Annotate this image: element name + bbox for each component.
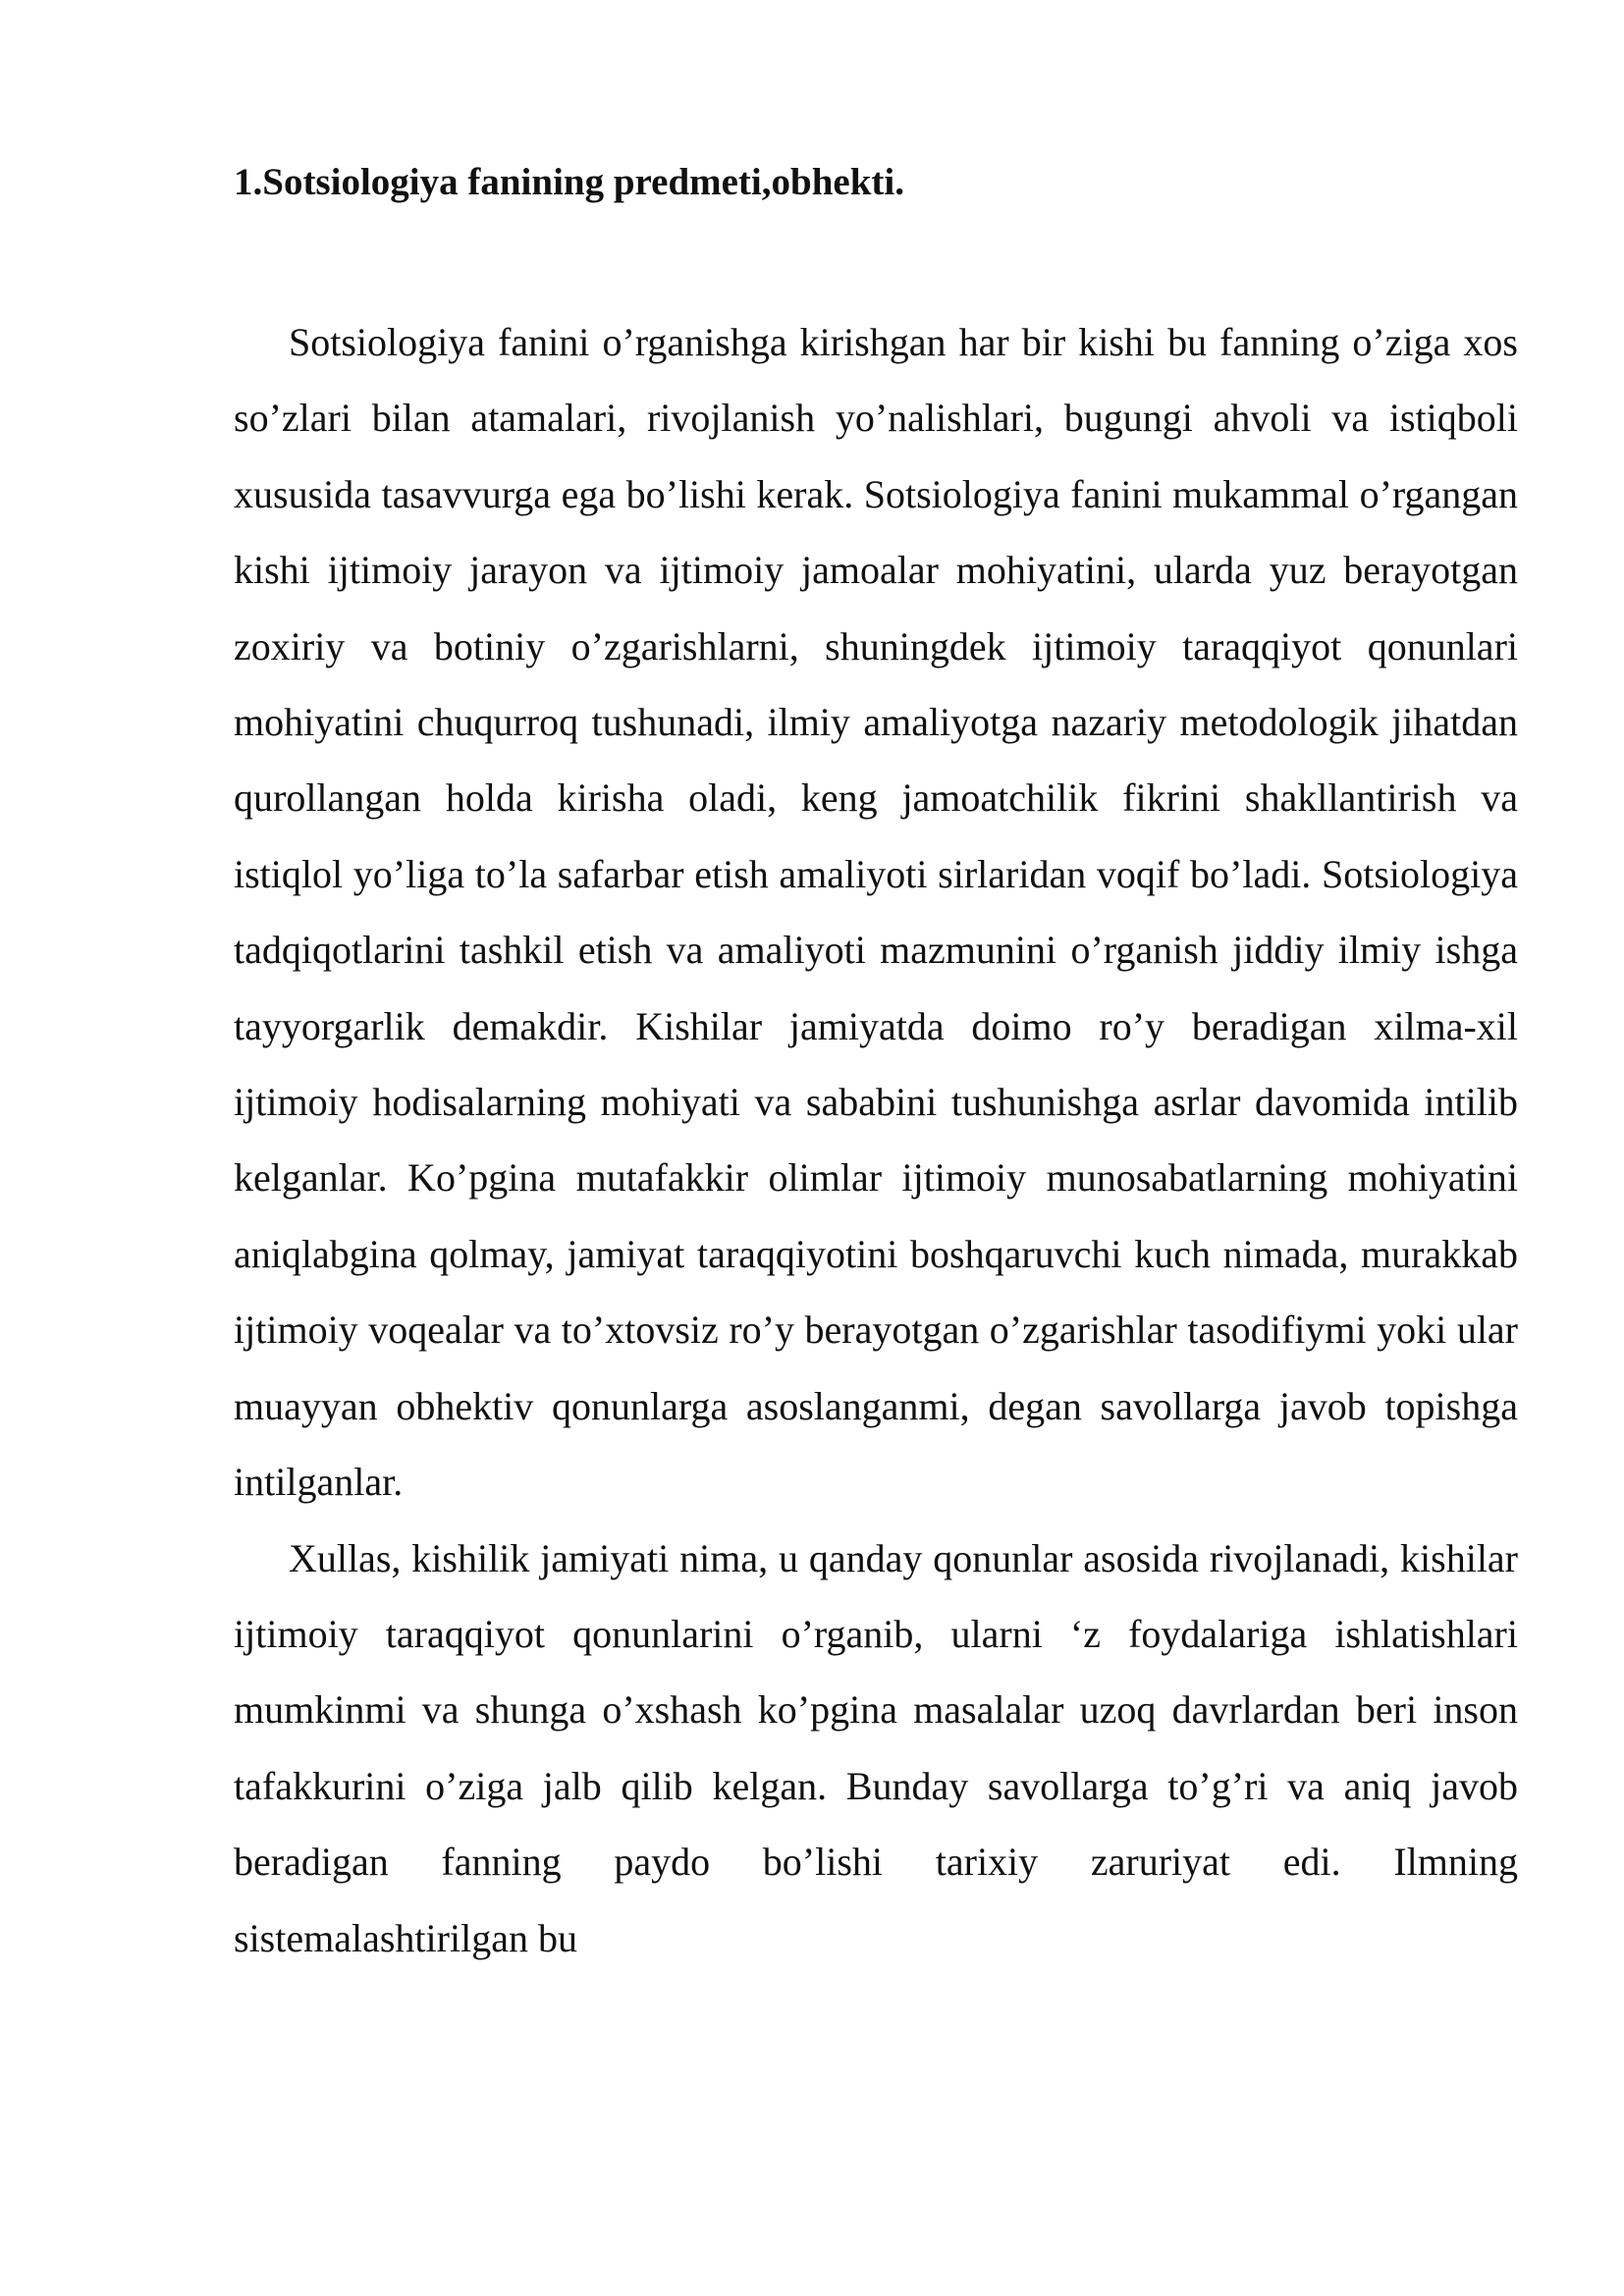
section-heading: 1.Sotsiologiya fanining predmeti,obhekti. [234,161,904,203]
body-text [234,304,1518,1976]
paragraph-2: Xullas, kishilik jamiyati nima, u qanday qonunlar asosida rivojlanadi, kishilar ijtimoiy taraqqiyot qonunlarini o’rganib, ularni ‘z foydalariga ishlatishlari mumkinmi va shunga o’xshash ko’pgina masalalar uzoq davrlardan beri inson tafakkurini o’ziga jalb qilib kelgan. Bunday savollarga to’g’ri va aniq javob beradigan fanning paydo bo’lishi tarixiy zaruriyat edi. Ilmning sistemalashtirilgan bu [234,1535,1518,1960]
paragraph-1: Sotsiologiya fanini o’rganishga kirishgan har bir kishi bu fanning o’ziga xos so’zlari bilan atamalari, rivojlanish yo’nalishlari, bugungi ahvoli va istiqboli xususida tasavvurga ega bo’lishi kerak. Sotsiologiya fanini mukammal o’rgangan kishi ijtimoiy jarayon va ijtimoiy jamoalar mohiyatini, ularda yuz berayotgan zoxiriy va botiniy o’zgarishlarni, shuningdek ijtimoiy taraqqiyot qonunlari mohiyatini chuqurroq tushunadi, ilmiy amaliyotga nazariy metodologik jihatdan qurollangan holda kirisha oladi, keng jamoatchilik fikrini shakllantirish va istiqlol yo’liga to’la safarbar etish amaliyoti sirlaridan voqif bo’ladi. Sotsiologiya tadqiqotlarini tashkil etish va amaliyoti mazmunini o’rganish jiddiy ilmiy ishga tayyorgarlik demakdir. Kishilar jamiyatda doimo ro’y beradigan xilma-xil ijtimoiy hodisalarning mohiyati va sababini tushunishga asrlar davomida intilib kelganlar. Ko’pgina mutafakkir olimlar ijtimoiy munosabatlarning mohiyatini aniqlabgina qolmay, jamiyat taraqqiyotini boshqaruvchi kuch nimada, murakkab ijtimoiy voqealar va to’xtovsiz ro’y berayotgan o’zgarishlar tasodifiymi yoki ular muayyan obhektiv qonunlarga asoslanganmi, degan savollarga javob topishga intilganlar. [234,320,1518,1505]
